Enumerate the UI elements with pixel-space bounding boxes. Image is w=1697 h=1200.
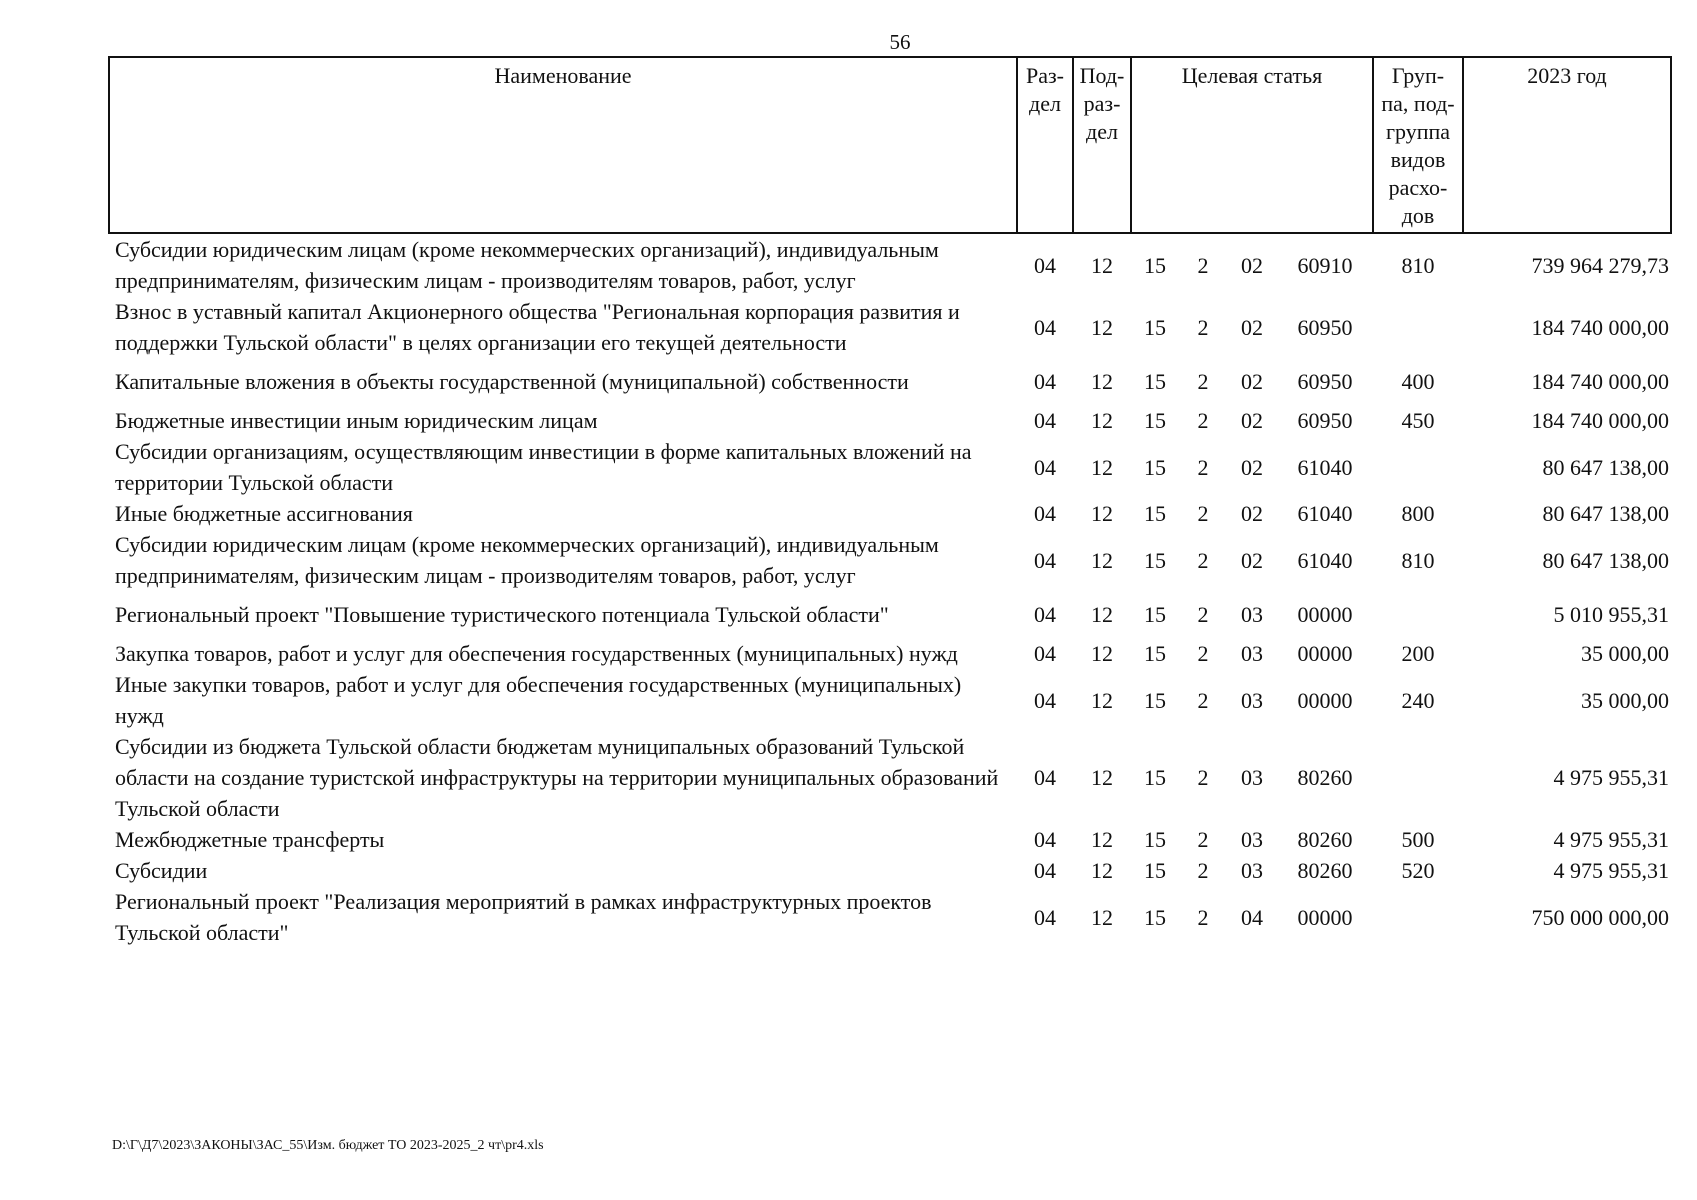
row-name: Иные закупки товаров, работ и услуг для обеспечения государственных (муниципальных) нужд [115,672,962,728]
page-number: 56 [889,30,911,54]
footer-file-path: D:\Г\Д7\2023\ЗАКОНЫ\ЗАС_55\Изм. бюджет ТО 2023-2025_2 чт\pr4.xls [112,1138,544,1153]
row-name: Региональный проект "Повышение туристического потенциала Тульской области" [115,602,889,627]
row-cs-project: 02 [1241,408,1263,433]
row-vid-rashodov [1373,731,1463,824]
row-podrazdel: 12 [1091,602,1113,627]
row-amount: 35 000,00 [1581,687,1669,713]
row-razdel: 04 [1034,454,1056,480]
row-name: Межбюджетные трансферты [115,827,385,852]
row-cs-type: 2 [1197,602,1209,627]
table-row [109,498,1671,529]
row-cs-direction: 00000 [1297,602,1353,627]
row-cs-direction: 61040 [1297,547,1353,573]
row-cs-type: 2 [1197,369,1209,394]
row-cs-direction: 60950 [1297,369,1353,394]
row-cs-program: 15 [1144,904,1166,930]
table-row [109,638,1671,669]
row-name: Субсидии организациям, осуществляющим инвестиции в форме капитальных вложений на территории Тульской области [115,439,972,495]
row-name: Субсидии юридическим лицам (кроме некоммерческих организаций), индивидуальным предпринимателям, физическим лицам - производителям товаров, работ, услуг [115,532,939,588]
row-amount: 4 975 955,31 [1553,858,1669,883]
row-cs-direction: 60910 [1297,252,1353,278]
row-vid-rashodov: 810 [1401,547,1435,573]
row-cs-program: 15 [1144,501,1166,526]
row-podrazdel: 12 [1091,454,1113,480]
row-cs-type: 2 [1197,904,1209,930]
row-razdel: 04 [1034,314,1056,340]
table-row [109,591,1671,638]
header-celevaya-statya: Целевая статья [1131,57,1373,233]
row-razdel: 04 [1034,904,1056,930]
budget-table-container [108,56,1670,948]
row-cs-type: 2 [1197,641,1209,666]
row-vid-rashodov [1373,296,1463,358]
row-name: Капитальные вложения в объекты государственной (муниципальной) собственности [115,369,909,394]
row-cs-program: 15 [1144,602,1166,627]
row-amount: 80 647 138,00 [1542,454,1669,480]
row-amount: 184 740 000,00 [1531,408,1669,433]
row-vid-rashodov [1373,436,1463,498]
row-vid-rashodov: 800 [1401,501,1435,526]
row-cs-type: 2 [1197,687,1209,713]
row-cs-project: 03 [1241,858,1263,883]
row-cs-program: 15 [1144,687,1166,713]
table-row [109,855,1671,886]
row-name: Региональный проект "Реализация мероприятий в рамках инфраструктурных проектов Тульской области" [115,889,932,945]
row-podrazdel: 12 [1091,408,1113,433]
row-vid-rashodov: 240 [1401,687,1435,713]
row-cs-direction: 80260 [1297,765,1353,790]
row-name: Субсидии из бюджета Тульской области бюджетам муниципальных образований Тульской области на создание туристской инфраструктуры на территории муниципальных образований Тульской области [115,734,999,821]
row-cs-program: 15 [1144,314,1166,340]
row-amount: 80 647 138,00 [1542,547,1669,573]
row-cs-type: 2 [1197,765,1209,790]
row-cs-program: 15 [1144,547,1166,573]
row-cs-type: 2 [1197,408,1209,433]
table-header [109,57,1671,233]
row-vid-rashodov: 200 [1401,641,1435,666]
row-name: Закупка товаров, работ и услуг для обеспечения государственных (муниципальных) нужд [115,641,958,666]
row-vid-rashodov: 400 [1401,369,1435,394]
row-razdel: 04 [1034,408,1056,433]
row-cs-type: 2 [1197,547,1209,573]
row-cs-project: 02 [1241,547,1263,573]
row-amount: 5 010 955,31 [1553,602,1669,627]
row-podrazdel: 12 [1091,904,1113,930]
table-row [109,886,1671,948]
row-podrazdel: 12 [1091,501,1113,526]
row-podrazdel: 12 [1091,252,1113,278]
row-cs-project: 03 [1241,765,1263,790]
row-vid-rashodov: 500 [1401,827,1435,852]
row-amount: 4 975 955,31 [1553,765,1669,790]
table-row [109,358,1671,405]
table-row [109,731,1671,824]
row-podrazdel: 12 [1091,547,1113,573]
row-razdel: 04 [1034,252,1056,278]
row-amount: 35 000,00 [1581,641,1669,666]
table-row [109,436,1671,498]
row-razdel: 04 [1034,858,1056,883]
row-cs-direction: 00000 [1297,904,1353,930]
row-cs-project: 03 [1241,687,1263,713]
row-cs-program: 15 [1144,827,1166,852]
row-razdel: 04 [1034,547,1056,573]
row-cs-project: 02 [1241,369,1263,394]
row-amount: 80 647 138,00 [1542,501,1669,526]
row-podrazdel: 12 [1091,369,1113,394]
row-cs-type: 2 [1197,252,1209,278]
row-cs-project: 02 [1241,454,1263,480]
row-cs-direction: 00000 [1297,687,1353,713]
row-cs-direction: 60950 [1297,408,1353,433]
row-amount: 184 740 000,00 [1531,369,1669,394]
table-row [109,405,1671,436]
row-cs-project: 03 [1241,827,1263,852]
row-cs-project: 03 [1241,641,1263,666]
row-cs-direction: 00000 [1297,641,1353,666]
table-row [109,233,1671,296]
row-podrazdel: 12 [1091,641,1113,666]
row-razdel: 04 [1034,641,1056,666]
header-podrazdel: Под- раз- дел [1073,57,1131,233]
row-razdel: 04 [1034,602,1056,627]
table-row [109,669,1671,731]
row-podrazdel: 12 [1091,765,1113,790]
row-podrazdel: 12 [1091,314,1113,340]
row-podrazdel: 12 [1091,827,1113,852]
row-cs-program: 15 [1144,252,1166,278]
row-razdel: 04 [1034,765,1056,790]
row-name: Иные бюджетные ассигнования [115,501,413,526]
table-row [109,824,1671,855]
row-cs-project: 02 [1241,252,1263,278]
row-cs-direction: 80260 [1297,827,1353,852]
row-cs-direction: 80260 [1297,858,1353,883]
row-cs-direction: 61040 [1297,454,1353,480]
row-cs-project: 02 [1241,501,1263,526]
row-cs-program: 15 [1144,408,1166,433]
row-podrazdel: 12 [1091,858,1113,883]
row-vid-rashodov: 520 [1401,858,1435,883]
row-cs-type: 2 [1197,454,1209,480]
row-name: Субсидии [115,858,208,883]
row-cs-project: 02 [1241,314,1263,340]
row-razdel: 04 [1034,501,1056,526]
table-body [109,233,1671,948]
table-row [109,529,1671,591]
row-cs-direction: 61040 [1297,501,1353,526]
row-cs-program: 15 [1144,369,1166,394]
row-razdel: 04 [1034,369,1056,394]
header-gruppa-vidov-rashodov: Груп- па, под- группа видов расхо- дов [1373,57,1463,233]
row-name: Взнос в уставный капитал Акционерного общества "Региональная корпорация развития и поддержки Тульской области" в целях организации его текущей деятельности [115,299,960,355]
row-cs-type: 2 [1197,501,1209,526]
header-name: Наименование [109,57,1017,233]
row-cs-program: 15 [1144,454,1166,480]
row-cs-type: 2 [1197,858,1209,883]
table-row [109,296,1671,358]
row-cs-direction: 60950 [1297,314,1353,340]
row-amount: 4 975 955,31 [1553,827,1669,852]
row-razdel: 04 [1034,687,1056,713]
row-cs-type: 2 [1197,314,1209,340]
row-razdel: 04 [1034,827,1056,852]
row-amount: 739 964 279,73 [1531,252,1669,278]
row-vid-rashodov [1373,591,1463,638]
row-name: Субсидии юридическим лицам (кроме некоммерческих организаций), индивидуальным предпринимателям, физическим лицам - производителям товаров, работ, услуг [115,237,939,293]
row-cs-project: 03 [1241,602,1263,627]
row-amount: 184 740 000,00 [1531,314,1669,340]
row-cs-program: 15 [1144,858,1166,883]
header-year: 2023 год [1463,57,1671,233]
row-cs-project: 04 [1241,904,1263,930]
row-name: Бюджетные инвестиции иным юридическим лицам [115,408,598,433]
row-vid-rashodov: 810 [1401,252,1435,278]
row-amount: 750 000 000,00 [1531,904,1669,930]
row-vid-rashodov: 450 [1401,408,1435,433]
row-cs-type: 2 [1197,827,1209,852]
row-vid-rashodov [1373,886,1463,948]
row-cs-program: 15 [1144,641,1166,666]
header-razdel: Раз- дел [1017,57,1073,233]
row-podrazdel: 12 [1091,687,1113,713]
budget-table [108,56,1672,948]
row-cs-program: 15 [1144,765,1166,790]
